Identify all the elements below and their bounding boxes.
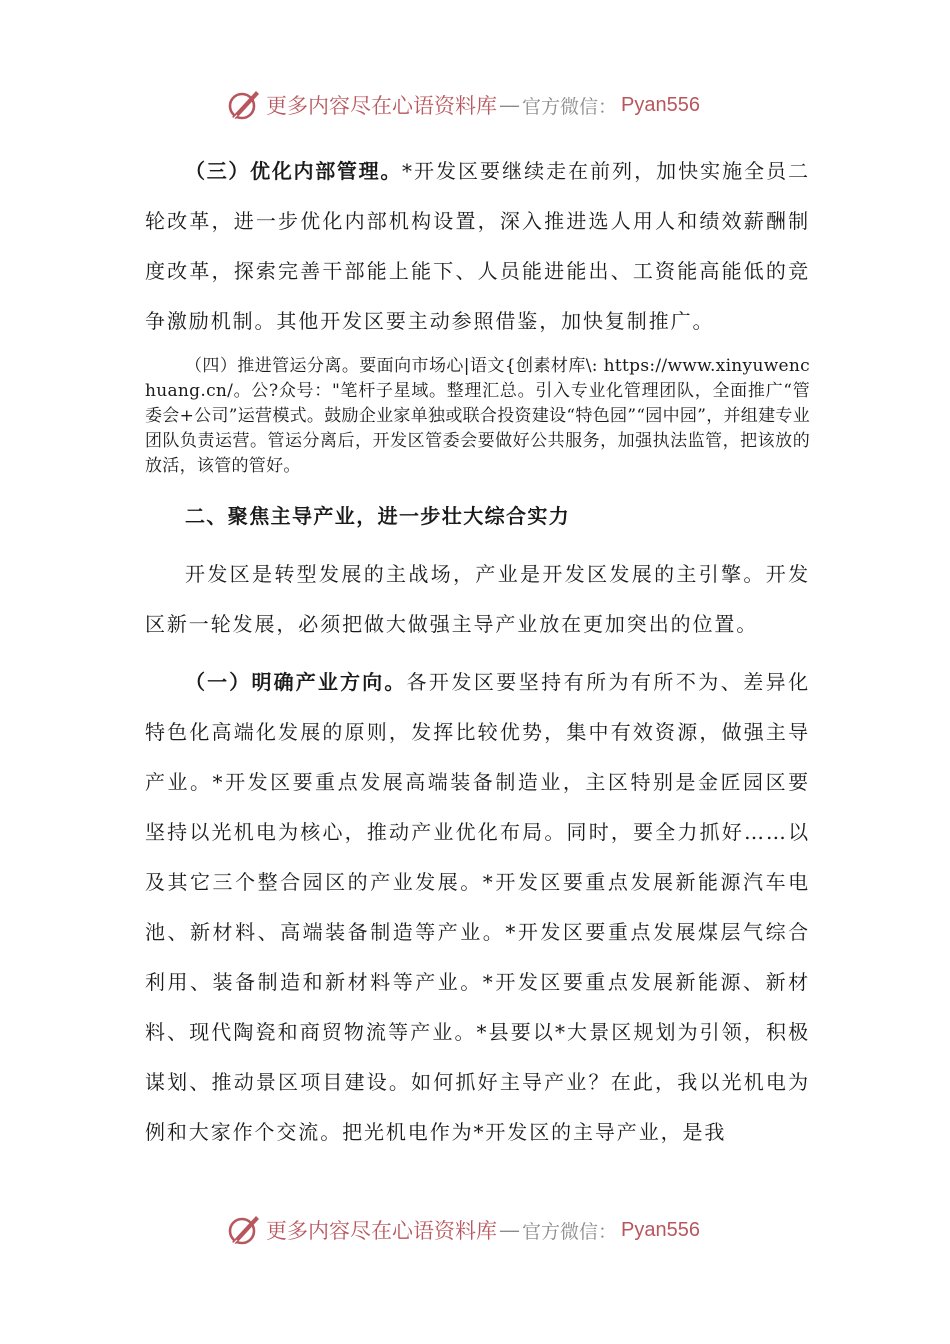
header-banner — [226, 85, 700, 125]
footer-banner — [226, 1210, 700, 1250]
pen-circle-logo-icon — [226, 87, 262, 123]
section-heading: 二、聚焦主导产业，进一步壮大综合实力 — [185, 504, 571, 528]
banner-title: 更多内容尽在心语资料库 — [266, 94, 497, 118]
banner-wechat-id: Pyan556 — [621, 1218, 700, 1241]
paragraph-text: 各开发区要坚持有所为有所不为、差异化特色化高端化发展的原则，发挥比较优势，集中有效资源，做强主导产业。*开发区要重点发展高端装备制造业，主区特别是金匠园区要坚持以光机电为核心，推动产业优化布局。同时，要全力抓好……以及其它三个整合园区的产业发展。*开发区要重点发展新能源汽车电池、新材料、高端装备制造等产业。*开发区要重点发展煤层气综合利用、装备制造和新材料等产业。*开发区要重点发展新能源、新材料、现代陶瓷和商贸物流等产业。*县要以*大景区规划为引领，积极谋划、推动景区项目建设。如何抓好主导产业？在此，我以光机电为例和大家作个交流。把光机电作为*开发区的主导产业，是我 — [145, 670, 811, 1144]
paragraph-lead: （一）明确产业方向。 — [185, 670, 407, 694]
paragraph-main-battlefield: 开发区是转型发展的主战场，产业是开发区发展的主引擎。开发区新一轮发展，必须把做大做强主导产业放在更加突出的位置。 — [145, 562, 810, 636]
paragraph-internal-management — [145, 146, 810, 346]
paragraph-lead: （三）优化内部管理。 — [185, 159, 403, 183]
banner-wechat-label: 官方微信： — [522, 95, 618, 118]
banner-wechat-id: Pyan556 — [621, 93, 700, 116]
pen-circle-logo-icon — [226, 1212, 262, 1248]
paragraph-separation: （四）推进管运分离。要面向市场心|语文{创素材库\: https://www.xinyuwenchuang.cn/。公?众号："笔杆子星域。整理汇总。引入专业化管理团队，全面推广“管委会+公司”运营模式。鼓励企业家单独或联合投资建设“特色园”“园中园”，并组建专业团队负责运营。管运分离后，开发区管委会要做好公共服务，加强执法监管，把该放的放活，该管的管好。 — [145, 356, 810, 476]
banner-wechat-label: 官方微信： — [522, 1220, 618, 1243]
banner-title: 更多内容尽在心语资料库 — [266, 1219, 497, 1243]
banner-separator: — — [499, 93, 520, 117]
paragraph-industry-direction — [145, 657, 810, 1157]
banner-separator: — — [499, 1218, 520, 1242]
paragraph-text: *开发区要继续走在前列，加快实施全员二轮改革，进一步优化内部机构设置，深入推进选人用人和绩效薪酬制度改革，探索完善干部能上能下、人员能进能出、工资能高能低的竞争激励机制。其他开发区要主动参照借鉴，加快复制推广。 — [145, 159, 811, 333]
document-body — [145, 146, 810, 1157]
